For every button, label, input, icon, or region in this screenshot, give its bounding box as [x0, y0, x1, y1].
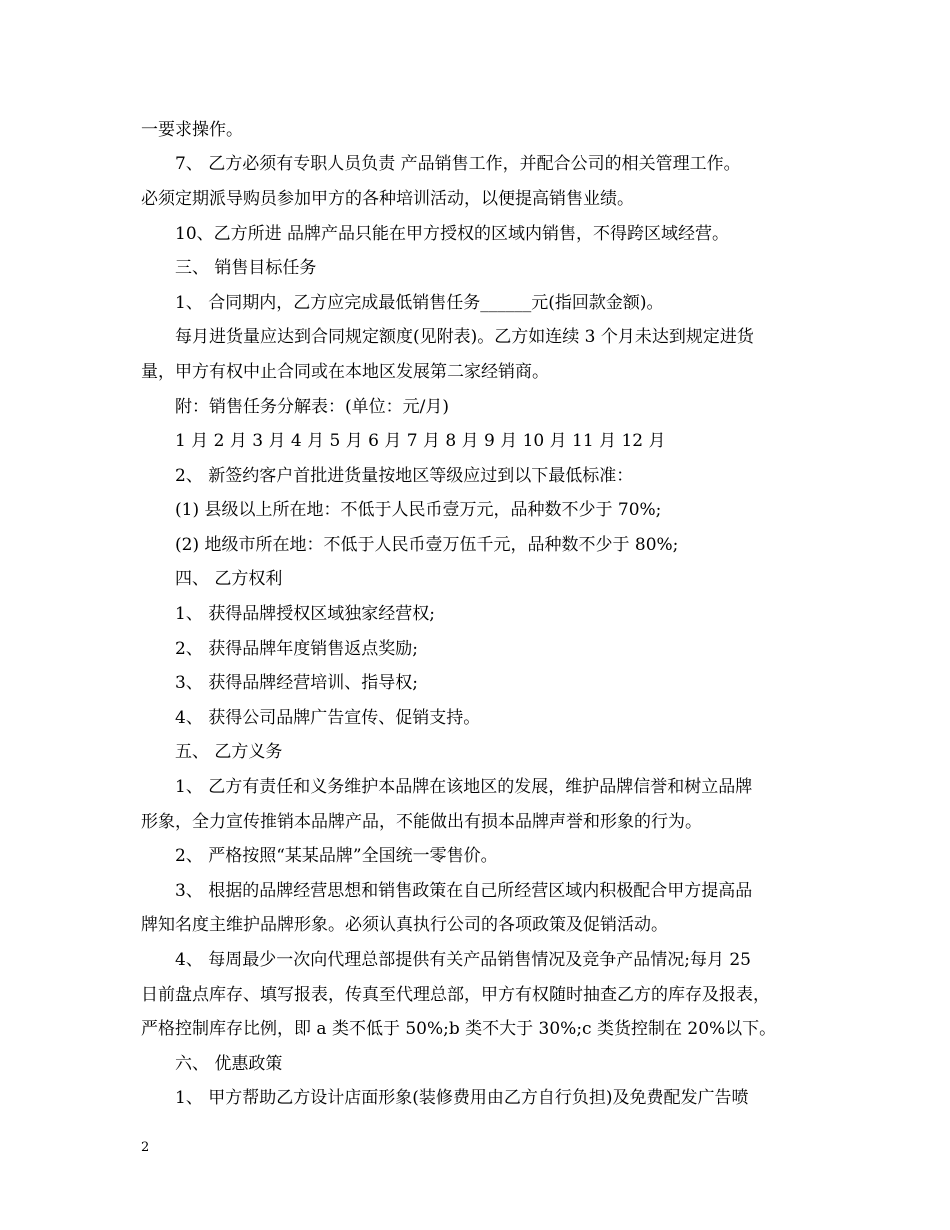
text-line: (1) 县级以上所在地：不低于人民币壹万元，品种数不少于 70%; — [175, 500, 662, 520]
text-line: 1、 合同期内，乙方应完成最低销售任务______元(指回款金额)。 — [175, 293, 664, 313]
section-heading: 六、 优惠政策 — [175, 1054, 283, 1074]
text-line: (2) 地级市所在地：不低于人民币壹万伍千元，品种数不少于 80%; — [175, 535, 679, 555]
text-line: 3、 根据的品牌经营思想和销售政策在自己所经营区域内积极配合甲方提高品 — [175, 881, 753, 901]
text-line: 4、 获得公司品牌广告宣传、促销支持。 — [175, 708, 481, 728]
text-line: 形象，全力宣传推销本品牌产品，不能做出有损本品牌声誉和形象的行为。 — [141, 812, 702, 832]
text-line: 1、 乙方有责任和义务维护本品牌在该地区的发展，维护品牌信誉和树立品牌 — [175, 777, 753, 797]
text-line: 附：销售任务分解表：(单位：元/月) — [175, 397, 449, 417]
text-line: 1、 获得品牌授权区域独家经营权; — [175, 604, 435, 624]
text-line: 7、 乙方必须有专职人员负责 产品销售工作，并配合公司的相关管理工作。 — [175, 154, 741, 174]
month-list: 1 月 2 月 3 月 4 月 5 月 6 月 7 月 8 月 9 月 10 月 11 月 12 月 — [175, 431, 666, 451]
text-line: 2、 获得品牌年度销售返点奖励; — [175, 639, 418, 659]
text-line: 一要求操作。 — [141, 120, 243, 140]
section-heading: 三、 销售目标任务 — [175, 258, 317, 278]
text-line: 必须定期派导购员参加甲方的各种培训活动，以便提高销售业绩。 — [141, 189, 634, 209]
text-line: 1、 甲方帮助乙方设计店面形象(装修费用由乙方自行负担)及免费配发广告喷 — [175, 1088, 749, 1108]
text-line: 10、乙方所进 品牌产品只能在甲方授权的区域内销售，不得跨区域经营。 — [175, 224, 730, 244]
section-heading: 四、 乙方权利 — [175, 569, 283, 589]
text-line: 2、 严格按照“某某品牌”全国统一零售价。 — [175, 846, 498, 866]
text-line: 牌知名度主维护品牌形象。必须认真执行公司的各项政策及促销活动。 — [141, 915, 668, 935]
text-line: 日前盘点库存、填写报表，传真至代理总部，甲方有权随时抽查乙方的库存及报表， — [141, 985, 770, 1005]
text-line: 每月进货量应达到合同规定额度(见附表)。乙方如连续 3 个月未达到规定进货 — [175, 327, 754, 347]
text-line: 4、 每周最少一次向代理总部提供有关产品销售情况及竞争产品情况;每月 25 — [175, 950, 751, 970]
text-line: 量，甲方有权中止合同或在本地区发展第二家经销商。 — [141, 362, 549, 382]
section-heading: 五、 乙方义务 — [175, 742, 283, 762]
text-line: 严格控制库存比例，即 a 类不低于 50%;b 类不大于 30%;c 类货控制在 20%以下。 — [141, 1019, 777, 1039]
text-line: 2、 新签约客户首批进货量按地区等级应过到以下最低标准： — [175, 466, 634, 486]
page-number: 2 — [141, 1140, 150, 1155]
text-line: 3、 获得品牌经营培训、指导权; — [175, 673, 418, 693]
